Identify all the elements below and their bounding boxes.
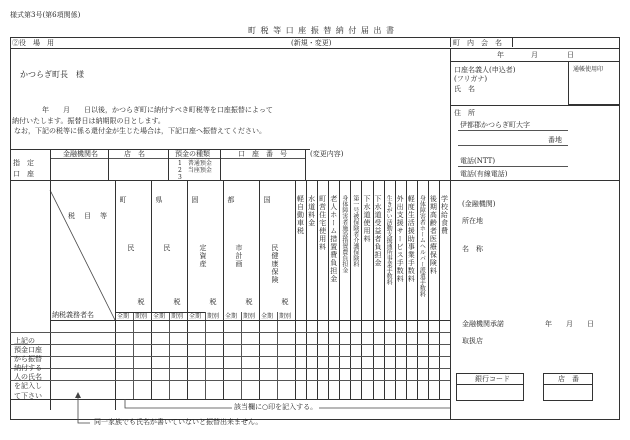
date-day: 日 — [567, 51, 574, 59]
tax-column-label: 身体障害者施設措置費負担金 — [340, 195, 348, 273]
form-subtitle: (新規・変更) — [291, 39, 332, 47]
sub-header-per-period: 期別 — [207, 313, 220, 320]
date-month: 月 — [531, 51, 538, 59]
tax-column-label: 身体障害者ホームヘルパー派遣手数料 — [418, 195, 426, 297]
sub-header-full-period: 全期 — [189, 313, 202, 320]
seal-label: 通帳使用印 — [573, 66, 604, 73]
tax-column-label: 町営住宅使用料 — [318, 195, 327, 251]
designated-account-label: 指 定 口 座 — [13, 159, 34, 178]
body-line-3: なお，下記の税等に係る還付金が生じた場合は，下記口座へ振替えてください。 — [14, 127, 266, 135]
tax-column-mid: 民 — [127, 244, 135, 252]
tax-column-bot: 税 — [137, 298, 145, 306]
deposit-type-header: 預金の種類 — [175, 150, 210, 158]
bank-code-label: 銀行コード — [475, 375, 510, 383]
bank-location-label: 所在地 — [462, 217, 483, 225]
tax-column-label: 軽度生活援助事業手数料 — [407, 195, 416, 283]
tax-item-label: 税 目 等 — [68, 212, 108, 220]
tax-column-mid: 民健康保険 — [271, 244, 279, 284]
family-name-note: 同一家族でも氏名が書いていないと振替出来ません。 — [94, 418, 263, 426]
bank-name-label: 名 称 — [462, 245, 483, 253]
deposit-type-ordinary[interactable]: 1 普通預金 — [178, 160, 212, 167]
tax-column-top: 町 — [119, 196, 127, 204]
tax-column-top: 国 — [263, 196, 271, 204]
town-association-label: 町 内 会 名 — [453, 39, 502, 47]
address-label: 住 所 — [454, 109, 475, 117]
tax-column-mid: 民 — [163, 244, 171, 252]
office-use-label: ②役 場 用 — [12, 39, 54, 47]
tel-ntt-label: 電話(NTT) — [460, 157, 496, 165]
sub-header-per-period: 期別 — [135, 313, 148, 320]
change-details-label: (変更内容) — [310, 150, 344, 158]
tax-column-label: 老人ホーム措置費負担金 — [329, 195, 338, 283]
sub-header-per-period: 期別 — [171, 313, 184, 320]
tax-column-label: 水道料金 — [307, 195, 316, 227]
taxpayer-name-label: 納税義務者名 — [52, 311, 94, 319]
tax-column-label: 後期高齢者医療保険料 — [429, 195, 438, 275]
left-instruction-note: 上記の 預金口座 から振替 納付する 人の氏名 を記入し て下さい — [14, 337, 42, 400]
tax-column-bot: 税 — [173, 298, 181, 306]
tax-column-bot: 税 — [209, 298, 217, 306]
account-holder-label: 口座名義人(申込者) — [454, 66, 516, 74]
sub-header-full-period: 全期 — [261, 313, 274, 320]
sub-header-full-period: 全期 — [117, 313, 130, 320]
tax-column-bot: 税 — [281, 298, 289, 306]
address-value: 伊都郡かつらぎ町大字 — [460, 121, 530, 129]
tax-column-label: 第一号被保険者介護保険料 — [351, 195, 359, 267]
furigana-label: (フリガナ) — [454, 75, 488, 83]
tax-column-label: 学校給食費 — [440, 195, 449, 235]
bank-section-label: (金融機関) — [462, 200, 496, 208]
body-line-1: 年 月 日以後，かつらぎ町に納付すべき町税等を口座振替によって — [42, 106, 273, 114]
banchi-label: 番地 — [548, 136, 562, 144]
sub-header-full-period: 全期 — [225, 313, 238, 320]
tax-column-label: 生きがい活動支援通所事業手数料 — [385, 195, 393, 285]
deposit-type-other[interactable]: 3 — [178, 174, 182, 181]
tax-column-label: 外出支援サービス手数料 — [396, 195, 405, 283]
form-title: 町 税 等 口 座 振 替 納 付 届 出 書 — [248, 26, 395, 35]
tax-column-label: 下水道使用料 — [362, 195, 371, 243]
tax-column-top: 県 — [155, 196, 163, 204]
name-label: 氏 名 — [454, 85, 475, 93]
branch-number-label: 店 番 — [558, 375, 579, 383]
tax-column-mid: 定資産 — [199, 244, 207, 268]
addressee: かつらぎ町長 様 — [20, 70, 84, 79]
circle-mark-note: 該当欄に○印を記入する。 — [234, 403, 318, 411]
sub-header-per-period: 期別 — [279, 313, 292, 320]
deposit-type-current[interactable]: 2 当座預金 — [178, 167, 212, 174]
tax-column-mid: 市計画 — [235, 244, 243, 268]
form-number: 様式第3号(第6項関係) — [10, 11, 81, 19]
body-line-2: 納付いたします。振替日は納期限の日とします。 — [12, 117, 165, 125]
bank-name-header: 金融機関名 — [63, 150, 98, 158]
handling-branch-label: 取扱店 — [462, 337, 483, 345]
bank-approval-label: 金融機関承諾 — [462, 320, 504, 328]
tax-column-label: 軽自動車税 — [296, 195, 305, 235]
tax-column-bot: 税 — [245, 298, 253, 306]
tax-column-label: 下水道受益者負担金 — [374, 195, 383, 267]
tax-column-top: 都 — [227, 196, 235, 204]
branch-header: 店 名 — [124, 150, 145, 158]
bank-approval-date: 年 月 日 — [545, 320, 594, 328]
tel-cable-label: 電話(有線電話) — [460, 170, 508, 178]
date-year: 年 — [497, 51, 504, 59]
account-number-header: 口 座 番 号 — [238, 150, 287, 158]
tax-column-top: 固 — [191, 196, 199, 204]
sub-header-full-period: 全期 — [153, 313, 166, 320]
sub-header-per-period: 期別 — [243, 313, 256, 320]
